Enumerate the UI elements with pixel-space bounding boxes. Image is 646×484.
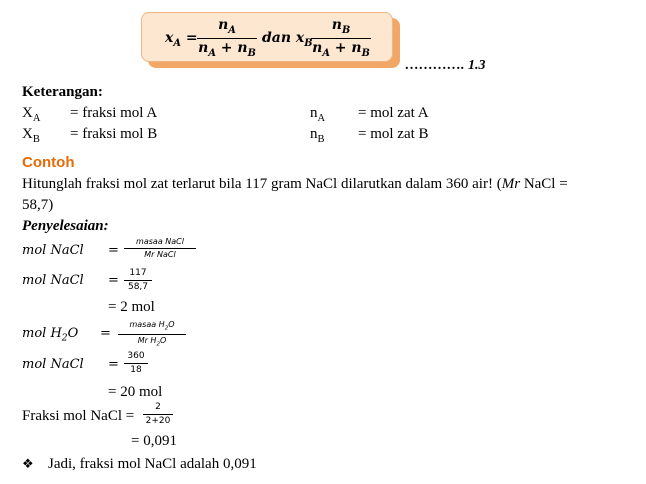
- step8-result: = 0,091: [131, 433, 177, 449]
- formula-fraction-a: $n_A$ $n_A + n_B$: [198, 17, 256, 59]
- question-line-2: 58,7): [22, 197, 54, 213]
- formula-xa: $x_A$ =: [165, 30, 198, 49]
- formula-dan-xb: dan $x_B$: [262, 30, 313, 49]
- step1-fraction: masaa NaCl Mr NaCl: [124, 238, 196, 259]
- step2-equals: =: [108, 273, 119, 288]
- keterangan-xb-definition: = fraksi mol B: [70, 126, 158, 142]
- step5-equals: =: [108, 357, 119, 372]
- keterangan-heading: Keterangan:: [22, 84, 103, 100]
- step4-fraction: masaa $H_2O$ Mr $H_2O$: [118, 321, 186, 348]
- step7-label: Fraksi mol NaCl =: [22, 408, 135, 424]
- step1-label: mol NaCl: [22, 243, 84, 258]
- step2-label: mol NaCl: [22, 273, 84, 288]
- step4-label: mol $H_2O$: [22, 326, 79, 344]
- keterangan-nb-symbol: $n_B$: [310, 126, 325, 145]
- step6-result: = 20 mol: [108, 384, 163, 400]
- step5-label: mol NaCl: [22, 357, 84, 372]
- keterangan-nb-definition: = mol zat B: [358, 126, 429, 142]
- formula-fraction-b: $n_B$ $n_A + n_B$: [312, 17, 370, 59]
- conclusion-text: Jadi, fraksi mol NaCl adalah 0,091: [48, 456, 257, 472]
- question-line-1: Hitunglah fraksi mol zat terlarut bila 117 gram NaCl dilarutkan dalam 360 air! (Mr NaCl =: [22, 176, 568, 192]
- step1-equals: =: [108, 243, 119, 258]
- keterangan-xa-symbol: $X_A$: [22, 105, 41, 124]
- keterangan-na-symbol: $n_A$: [310, 105, 326, 124]
- step5-fraction: 360 18: [124, 352, 148, 375]
- penyelesaian-heading: Penyelesaian:: [22, 218, 109, 234]
- step3-result: = 2 mol: [108, 299, 155, 315]
- diamond-bullet-icon: ❖: [22, 457, 34, 472]
- step4-equals: =: [100, 326, 111, 341]
- step7-fraction: 2 2+20: [143, 403, 173, 426]
- equation-number: …………. 1.3: [405, 58, 486, 73]
- step2-fraction: 117 58,7: [124, 269, 152, 292]
- keterangan-na-definition: = mol zat A: [358, 105, 429, 121]
- keterangan-xa-definition: = fraksi mol A: [70, 105, 158, 121]
- contoh-heading: Contoh: [22, 154, 75, 171]
- keterangan-xb-symbol: $X_B$: [22, 126, 40, 145]
